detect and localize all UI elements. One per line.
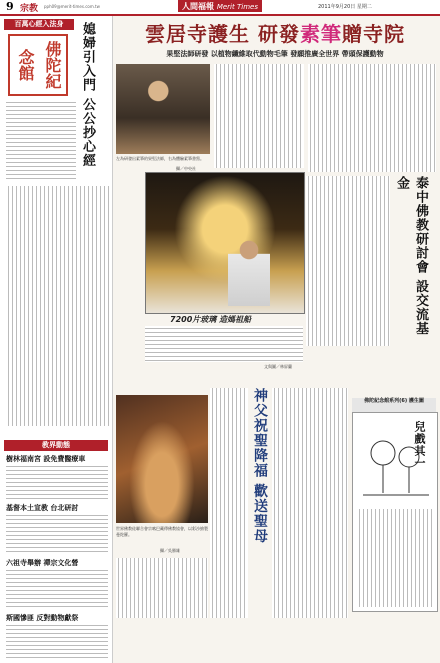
museum-seal: 佛陀紀念館	[8, 34, 68, 96]
main-headline-part-b: 贈寺院	[341, 22, 405, 46]
sidebar-headline: 媳婦引入門 公公抄心經	[80, 22, 95, 168]
sand-mandala-caption: 世界佛教徒聯合會宗喀巴藏傳佛教協會，以彩沙繪製曼陀羅。	[116, 526, 208, 537]
sidebar-tag-top: 百萬心經入法身	[4, 19, 74, 30]
cartoon-header: 佛陀紀念館系列(6) 護生圖	[352, 398, 436, 412]
sand-mandala-photo	[116, 395, 208, 523]
sidebar-text-block-1	[6, 100, 76, 180]
cartoon-headline: 兒戲其一	[413, 421, 426, 469]
right-story-text	[306, 176, 390, 346]
logo-en: Merit Times	[216, 3, 258, 11]
news-item-title-1: 樹林福南宮 設免費醫療車	[6, 455, 86, 463]
middle-story-headline: 神父祝聖降福 歡送聖母	[252, 388, 268, 544]
section-name: 宗教	[20, 4, 39, 14]
news-item-body-2	[6, 513, 108, 555]
sand-mandala-credit: 攝／吳勝雄	[160, 548, 180, 553]
cartoon-text	[357, 509, 433, 607]
news-item-title-2: 基督本土宣教 台北研討	[6, 504, 79, 512]
cartoon-box	[352, 412, 438, 612]
main-headline	[114, 18, 436, 47]
news-item-body-1	[6, 464, 108, 500]
middle-story-text-2	[272, 388, 348, 618]
boat-story-text	[145, 326, 303, 362]
newspaper-logo	[178, 0, 262, 12]
monk-photo	[116, 64, 210, 154]
main-subtitle: 果堅法師研發 以植物纖維取代動物毛筆 發願推廣全世界 帶頭保護動物	[166, 50, 384, 58]
section-email: pph09@merit-times.com.tw	[44, 4, 100, 9]
sand-mandala-text	[116, 558, 208, 618]
news-item-body-3	[6, 568, 108, 610]
news-item-title-4: 斯國慘匪 反對動物獻祭	[6, 614, 79, 622]
middle-story-text-1	[210, 388, 248, 618]
boat-photo-caption: 7200片玻璃 造媽祖船	[170, 315, 252, 324]
logo-cn: 人間福報	[182, 1, 215, 11]
issue-date: 2011年9月20日 星期二	[318, 4, 372, 10]
news-item-title-3: 六祖寺舉辦 禪宗文化營	[6, 559, 79, 567]
main-headline-part-a: 雲居寺護生 研發	[145, 22, 300, 46]
right-story-headline: 泰中佛教研討會 設交流基金	[394, 176, 428, 336]
monk-photo-caption: 左為研發出素筆的果堅法師，右為體驗素筆書寫。	[116, 156, 204, 161]
monk-photo-credit: 攝／中央社	[176, 166, 196, 171]
main-headline-highlight: 素筆	[299, 22, 342, 46]
sidebar-text-block-2	[6, 186, 110, 426]
boat-photo	[145, 172, 305, 314]
news-item-body-4	[6, 623, 108, 659]
boat-photo-person	[228, 236, 270, 306]
main-article-text-2	[308, 64, 436, 172]
main-article-text-1	[214, 64, 304, 168]
page-number: 9	[6, 0, 14, 13]
page-header	[0, 0, 440, 16]
sidebar-tag-news: 教界動態	[4, 440, 108, 451]
boat-photo-credit: 文與圖／林屏蘭	[264, 364, 292, 369]
